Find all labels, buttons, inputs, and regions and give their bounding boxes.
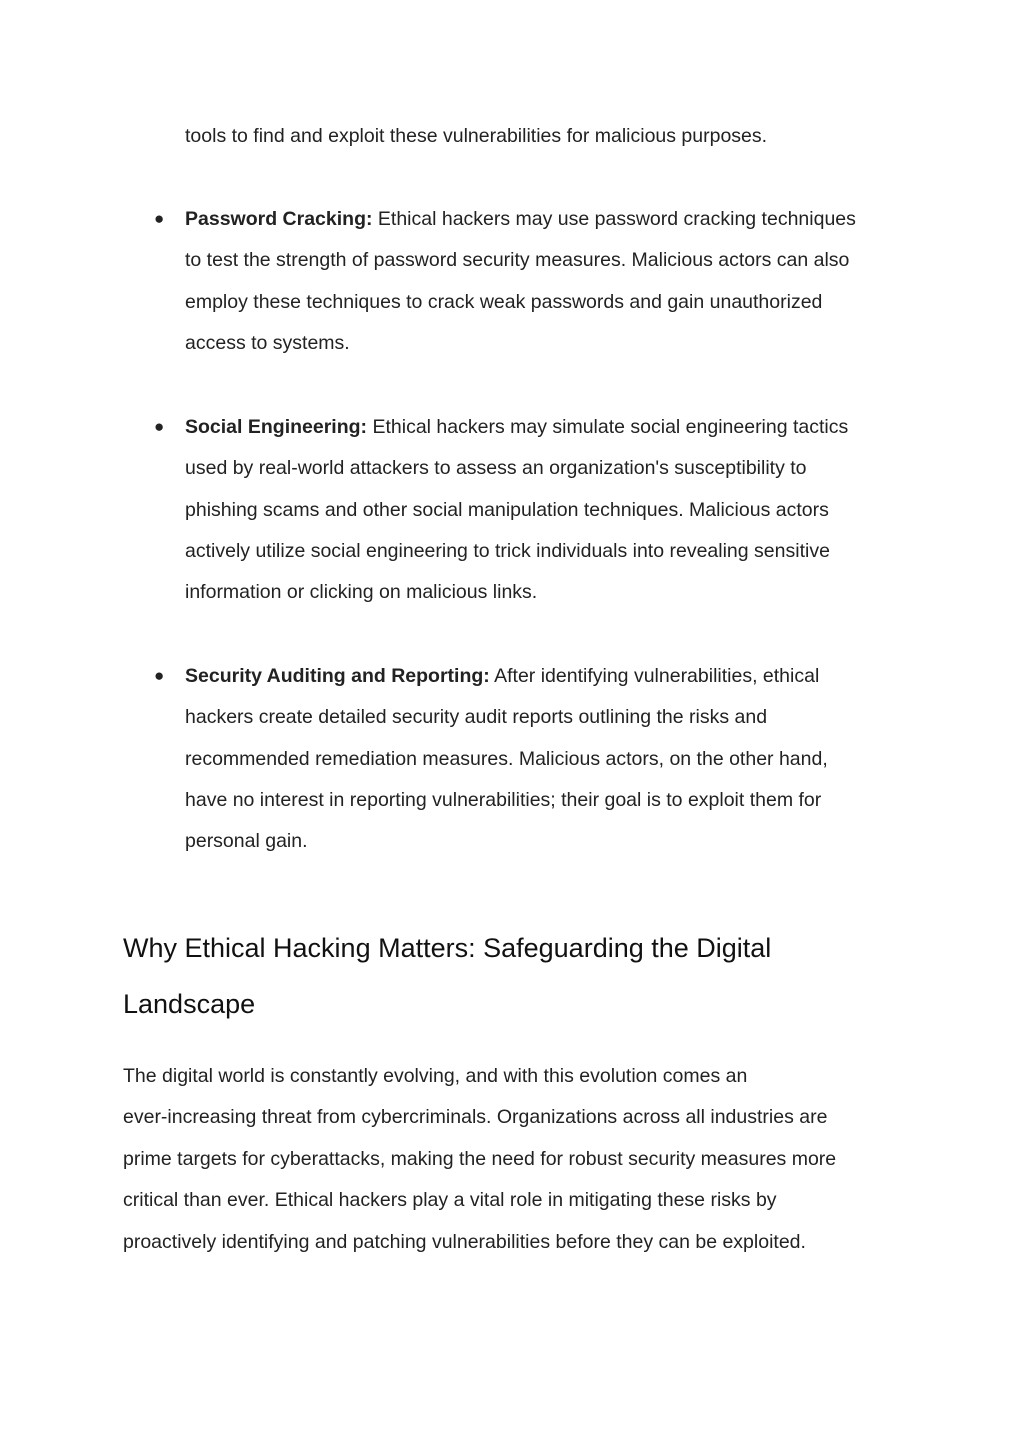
section-heading-line-2: Landscape bbox=[123, 989, 256, 1019]
bullet-security-auditing-line-4: have no interest in reporting vulnerabilities; their goal is to exploit them for bbox=[185, 789, 822, 811]
bullet-text: After identifying vulnerabilities, ethical bbox=[489, 665, 820, 687]
bullet-social-engineering-line-4: actively utilize social engineering to trick individuals into revealing sensitive bbox=[185, 540, 830, 562]
bullet-social-engineering-line-2: used by real-world attackers to assess an organization's susceptibility to bbox=[185, 457, 807, 479]
bullet-term-password-cracking: Password Cracking: bbox=[185, 208, 373, 230]
bullet-password-cracking-line-3: employ these techniques to crack weak passwords and gain unauthorized bbox=[185, 291, 823, 313]
bullet-password-cracking-line-2: to test the strength of password security measures. Malicious actors can also bbox=[185, 249, 850, 271]
section-paragraph-line-2: ever-increasing threat from cybercriminals. Organizations across all industries are bbox=[123, 1106, 828, 1128]
bullet-security-auditing-line-5: personal gain. bbox=[185, 830, 308, 852]
bullet-security-auditing-line-2: hackers create detailed security audit reports outlining the risks and bbox=[185, 706, 768, 728]
bullet-social-engineering-line-1 bbox=[185, 415, 848, 439]
bullet-icon: ● bbox=[154, 417, 165, 436]
bullet-icon: ● bbox=[154, 209, 165, 228]
bullet-social-engineering-line-5: information or clicking on malicious links. bbox=[185, 581, 538, 603]
bullet-social-engineering-line-3: phishing scams and other social manipulation techniques. Malicious actors bbox=[185, 499, 829, 521]
bullet-text: Ethical hackers may simulate social engineering tactics bbox=[367, 416, 849, 438]
section-paragraph-line-1: The digital world is constantly evolving, and with this evolution comes an bbox=[123, 1065, 748, 1087]
bullet-term-social-engineering: Social Engineering: bbox=[185, 416, 368, 438]
bullet-security-auditing-line-3: recommended remediation measures. Malicious actors, on the other hand, bbox=[185, 748, 828, 770]
bullet-password-cracking-line-4: access to systems. bbox=[185, 332, 350, 354]
section-heading-line-1: Why Ethical Hacking Matters: Safeguarding the Digital bbox=[123, 933, 772, 963]
bullet-icon: ● bbox=[154, 666, 165, 685]
bullet-term-security-auditing: Security Auditing and Reporting: bbox=[185, 665, 490, 687]
bullet-text: Ethical hackers may use password cracking techniques bbox=[372, 208, 856, 230]
bullet-password-cracking-line-1 bbox=[185, 207, 856, 231]
section-paragraph-line-4: critical than ever. Ethical hackers play a vital role in mitigating these risks by bbox=[123, 1189, 777, 1211]
intro-continuation-line: tools to find and exploit these vulnerabilities for malicious purposes. bbox=[185, 125, 768, 147]
section-paragraph-line-5: proactively identifying and patching vulnerabilities before they can be exploited. bbox=[123, 1231, 806, 1253]
section-paragraph-line-3: prime targets for cyberattacks, making the need for robust security measures more bbox=[123, 1148, 837, 1170]
bullet-security-auditing-line-1 bbox=[185, 664, 819, 688]
